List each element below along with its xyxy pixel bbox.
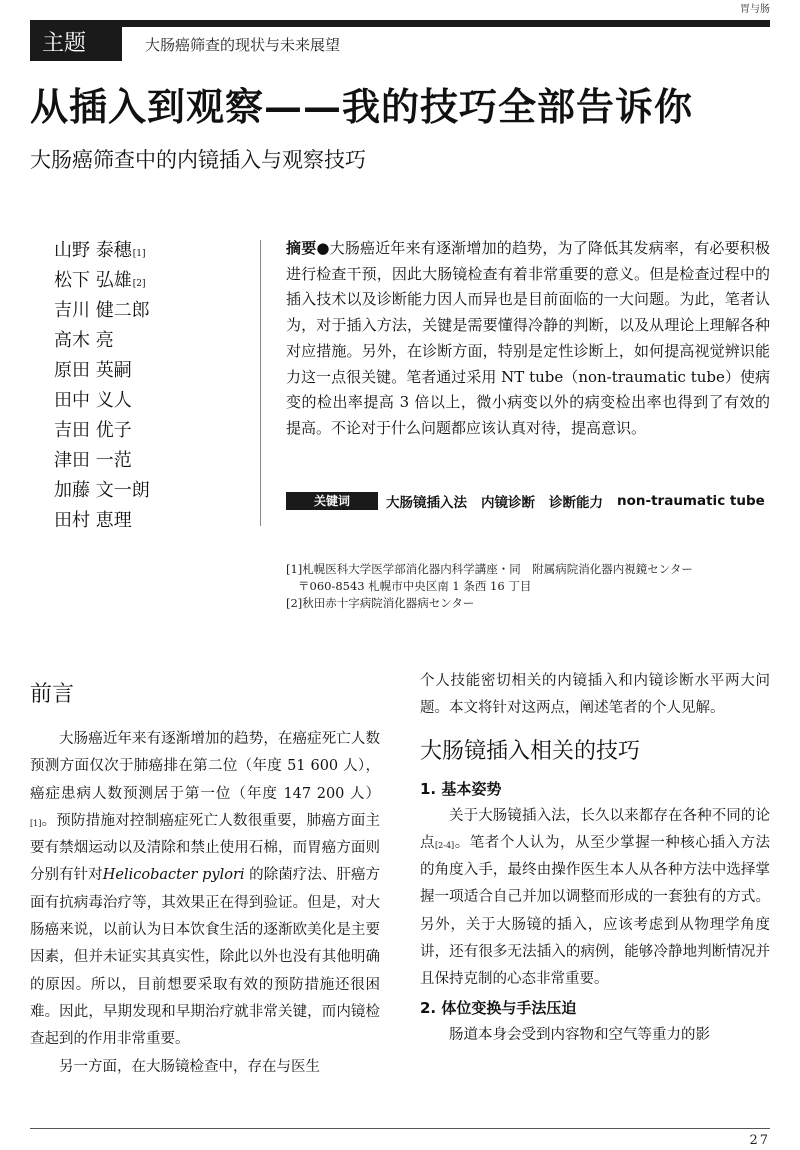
affiliations [286,561,770,612]
author: 田中 义人 [54,390,132,411]
keywords-label: 关键词 [286,492,378,510]
column-divider [260,240,261,526]
paragraph: 个人技能密切相关的内镜插入和内镜诊断水平两大问题。本文将针对这两点，阐述笔者的个人见解。 [420,673,770,717]
author: 原田 英嗣 [54,360,132,381]
abstract-label: 摘要● [286,239,330,257]
author: 吉田 优子 [54,420,132,441]
author: 津田 一范 [54,450,132,471]
subheading-position-change: 2. 体位变换与手法压迫 [420,998,577,1017]
section-heading-insertion: 大肠镜插入相关的技巧 [420,738,641,764]
author: 吉川 健二郎 [54,300,150,321]
paragraph: 关于大肠镜插入法，长久以来都存在各种不同的论点[2-4]。笔者个人认为，从至少掌握一种核心插入方法的角度入手，最终由操作医生本人从各种方法中选择掌握一项适合自己并加以调整而形成的一套独有的方式。另外，关于大肠镜的插入，应该考虑到从物理学角度讲，还有很多无法插入的病例，能够冷静地判断情况并且保持克制的心态非常重要。 [420,807,771,988]
abstract-text: 大肠癌近年来有逐渐增加的趋势，为了降低其发病率，有必要积极进行检查干预，因此大肠镜检查有着非常重要的意义。但是检查过程中的插入技术以及诊断能力因人而异也是目前面临的一大问题。为此，笔者认为，对于插入方法，关键是需要懂得冷静的判断，以及从理论上理解各种对应措施。另外，在诊断方面，特别是定性诊断上，如何提高视觉辨识能力这一点很关键。笔者通过采用 NT tube（non-traumatic tube）使病变的检出率提高 3 倍以上，微小病变以外的病变检出率也得到了有效的提高。不论对于什么问题都应该认真对待，提高意识。 [286,239,770,437]
body-column-right [420,668,770,1049]
theme-label: 主题 [30,27,122,61]
body-column-left [30,668,380,1081]
top-rule [30,20,770,27]
author: 加藤 文一朗 [54,480,150,501]
subheading-basic-posture: 1. 基本姿势 [420,779,502,798]
author: 高木 亮 [54,330,114,351]
paragraph: 另一方面，在大肠镜检查中，存在与医生 [59,1058,320,1075]
page-number: 27 [749,1133,770,1148]
affiliation-address: 〒060-8543 札幌市中央区南 1 条西 16 丁目 [298,579,532,593]
paragraph: 大肠癌近年来有逐渐增加的趋势，在癌症死亡人数预测方面仅次于肺癌排在第二位（年度 51 600 人），癌症患病人数预测居于第一位（年度 147 200 人）[1]。预防措施对控制癌症死亡人数很重要，肺癌方面主要有禁烟运动以及清除和禁止使用石棉，而胃癌方面则分别有针对Helicobacter pylori 的除菌疗法、肝癌方面有抗病毒治疗等，其效果正在得到验证。但是，对大肠癌来说，以前认为日本饮食生活的逐渐欧美化是主要因素，但并未证实其真实性，除此以外也没有其他明确的原因。所以，目前想要采取有效的预防措施还很困难。因此，早期发现和早期治疗就非常关键，而内镜检查起到的作用非常重要。 [30,731,381,1048]
keyword: non-traumatic tube [617,493,765,509]
keywords [286,491,770,511]
affiliation: [2]秋田赤十字病院消化器病センター [286,596,475,610]
keyword: 大肠镜插入法 [386,495,467,511]
theme-title: 大肠癌筛查的现状与未来展望 [145,36,341,54]
section-heading-intro: 前言 [30,682,75,707]
article-subtitle: 大肠癌筛查中的内镜插入与观察技巧 [30,148,366,172]
author: 松下 弘雄[2] [54,270,146,291]
article-title: 从插入到观察——我的技巧全部告诉你 [30,84,694,129]
author-list [54,236,151,536]
author: 山野 泰穗[1] [54,240,146,261]
author: 田村 恵理 [54,510,132,531]
journal-name: 胃与肠 [740,4,770,15]
keyword: 诊断能力 [549,495,603,511]
affiliation: [1]札幌医科大学医学部消化器内科学講座・同 附属病院消化器内視鏡センター [286,562,693,576]
paragraph: 肠道本身会受到内容物和空气等重力的影 [449,1026,710,1043]
abstract [286,236,770,442]
keyword: 内镜诊断 [481,495,535,511]
footer-rule [30,1128,770,1129]
